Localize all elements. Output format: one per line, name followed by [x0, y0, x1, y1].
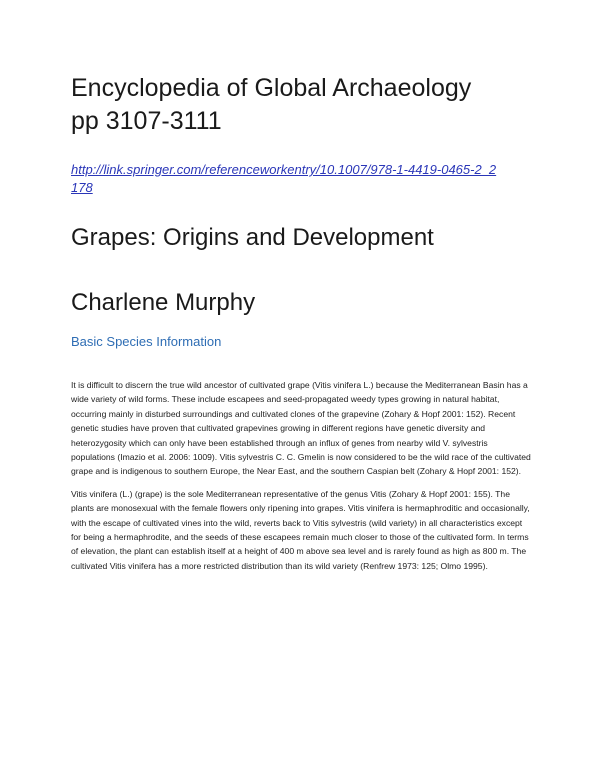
- section-heading: Basic Species Information: [71, 334, 222, 349]
- book-title: [71, 72, 541, 138]
- page-range: pp 3107-3111: [71, 107, 222, 135]
- body-text: [71, 378, 531, 581]
- book-title-line1: Encyclopedia of Global Archaeology: [71, 74, 472, 102]
- reference-link[interactable]: http://link.springer.com/referenceworkentry/10.1007/978-1-4419-0465-2_2178: [71, 162, 497, 195]
- paragraph: It is difficult to discern the true wild ancestor of cultivated grape (Vitis vinifera L.) because the Mediterranean Basin has a wide variety of wild forms. These include escapees and seed-propagated weedy types growing in natural habitat, occurring mainly in disturbed surroundings and cultivated clones of the grapevine (Zohary & Hopf 2001: 152). Recent genetic studies have proven that cultivated grapevines growing in different regions have genetic diversity and heterozygosity which can only have been established through an influx of genes from nearby wild V. sylvestris populations (Imazio et al. 2006: 1009). Vitis sylvestris C. C. Gmelin is now considered to be the wild race of the cultivated grape and is indigenous to southern Europe, the Near East, and the southern Caspian belt (Zohary & Hopf 2001: 152).: [71, 380, 531, 477]
- author-name: Charlene Murphy: [71, 289, 256, 316]
- article-title: Grapes: Origins and Development: [71, 224, 434, 251]
- paragraph: Vitis vinifera (L.) (grape) is the sole Mediterranean representative of the genus Vitis (Zohary & Hopf 2001: 155). The plants are monosexual with the female flowers only ripening into grapes. Vitis vinifera is hermaphroditic and occasionally, with the escape of cultivated vines into the wild, reverts back to Vitis sylvestris (wild variety) in all characteristics except for being a hermaphrodite, and the seeds of these escapees remain much closer to those of the cultivated form. In terms of elevation, the plant can establish itself at a height of 400 m above sea level and is rarely found as high as 800 m. The cultivated Vitis vinifera has a more restricted distribution than its wild variety (Renfrew 1973: 125; Olmo 1995).: [71, 488, 530, 571]
